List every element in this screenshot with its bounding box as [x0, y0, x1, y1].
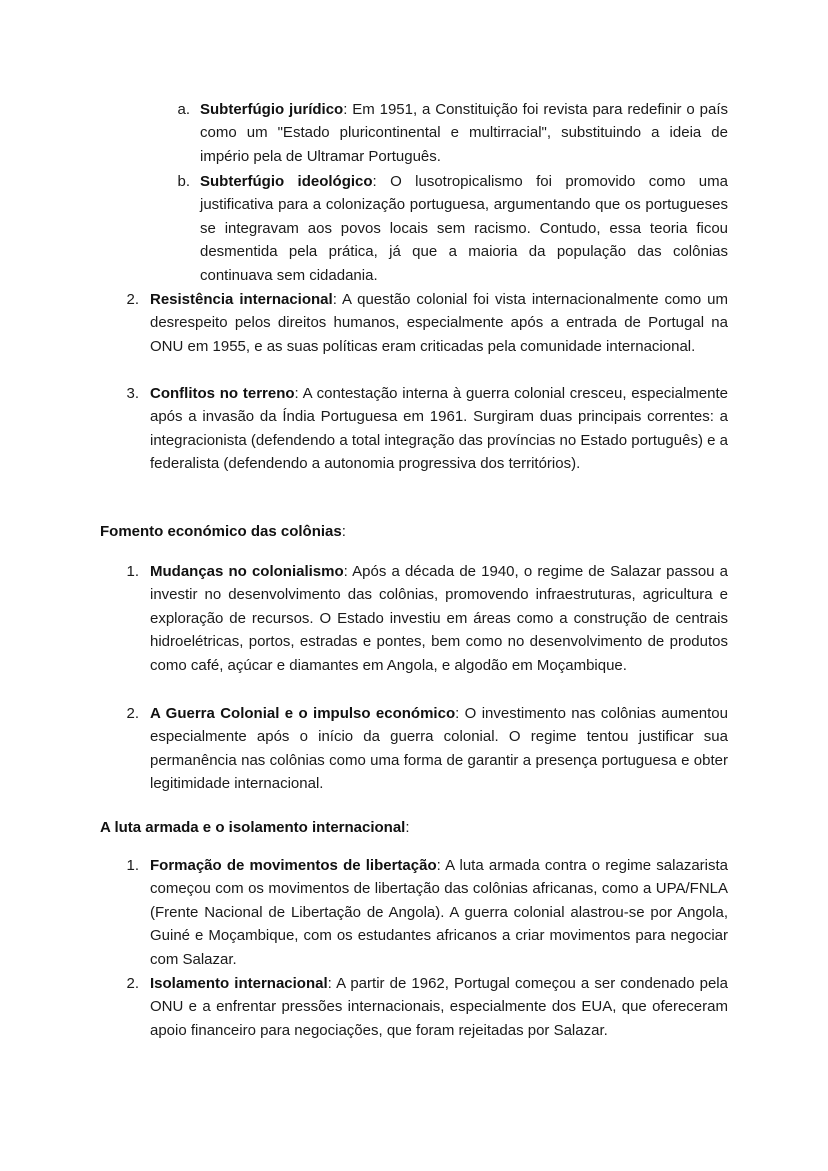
list-item-term: Subterfúgio ideológico: [200, 173, 373, 190]
section-heading: [100, 816, 410, 839]
list-item: [200, 98, 728, 168]
list-marker: 1.: [126, 563, 139, 580]
list-marker: 2.: [126, 291, 139, 308]
list-item: [150, 288, 728, 358]
list-item-term: Mudanças no colonialismo: [150, 563, 344, 580]
list-item-text: : Após a década de 1940, o regime de Salazar passou a investir no desenvolvimento das colônias, promovendo infraestruturas, agricultura e exploração de recursos. O Estado investiu em áreas como a construção de centrais hidroelétricas, portos, estradas e pontes, bem como no desenvolvimento de produtos como café, açúcar e diamantes em Angola, e algodão em Moçambique.: [150, 563, 728, 674]
section-heading-text: Fomento económico das colônias: [100, 523, 342, 540]
list-marker: 1.: [126, 857, 139, 874]
section-heading-text: A luta armada e o isolamento internacional: [100, 819, 406, 836]
heading-suffix: :: [405, 819, 410, 836]
list-item-text: : A luta armada contra o regime salazarista começou com os movimentos de libertação das colônias africanas, como a UPA/FNLA (Frente Nacional de Libertação de Angola). A guerra colonial alastrou-se por Angola, Guiné e Moçambique, com os estudantes africanos a criar movimentos para negociar com Salazar.: [150, 857, 728, 968]
list-item-text: : A questão colonial foi vista internacionalmente como um desrespeito pelos direitos humanos, especialmente após a entrada de Portugal na ONU em 1955, e as suas políticas eram criticadas pela comunidade internacional.: [150, 291, 728, 355]
list-marker: a.: [177, 101, 190, 118]
list-item: [150, 702, 728, 796]
list-item-term: Resistência internacional: [150, 291, 333, 308]
list-item: [150, 854, 728, 971]
list-item-text: : O lusotropicalismo foi promovido como uma justificativa para a colonização portuguesa, argumentando que os portugueses se integravam aos povos locais sem racismo. Contudo, essa teoria ficou desmentida pela prática, já que a maioria da população das colônias continuava sem cidadania.: [200, 173, 728, 284]
list-item: [150, 972, 728, 1042]
list-item-text: : O investimento nas colônias aumentou especialmente após o início da guerra colonial. O regime tentou justificar sua permanência nas colônias como uma forma de garantir a presença portuguesa e obter legitimidade internacional.: [150, 705, 728, 793]
list-item-term: A Guerra Colonial e o impulso económico: [150, 705, 456, 722]
list-item-term: Formação de movimentos de libertação: [150, 857, 437, 874]
list-marker: 3.: [126, 385, 139, 402]
list-marker: 2.: [126, 705, 139, 722]
list-item-term: Isolamento internacional: [150, 975, 328, 992]
list-item: [150, 382, 728, 476]
list-marker: 2.: [126, 975, 139, 992]
list-item: [150, 560, 728, 677]
list-item-term: Subterfúgio jurídico: [200, 101, 344, 118]
list-item: [200, 170, 728, 287]
list-item-text: : Em 1951, a Constituição foi revista para redefinir o país como um "Estado pluricontinental e multirracial", substituindo a ideia de império pela de Ultramar Português.: [200, 101, 728, 165]
list-item-text: : A contestação interna à guerra colonial cresceu, especialmente após a invasão da Índia Portuguesa em 1961. Surgiram duas principais correntes: a integracionista (defendendo a total integração das províncias no Estado português) e a federalista (defendendo a autonomia progressiva dos territórios).: [150, 385, 729, 473]
list-item-text: : A partir de 1962, Portugal começou a ser condenado pela ONU e a enfrentar pressões internacionais, especialmente dos EUA, que ofereceram apoio financeiro para negociações, que foram rejeitadas por Salazar.: [150, 975, 728, 1039]
list-marker: b.: [177, 173, 190, 190]
list-item-term: Conflitos no terreno: [150, 385, 295, 402]
heading-suffix: :: [341, 523, 346, 540]
section-heading: [100, 520, 346, 543]
